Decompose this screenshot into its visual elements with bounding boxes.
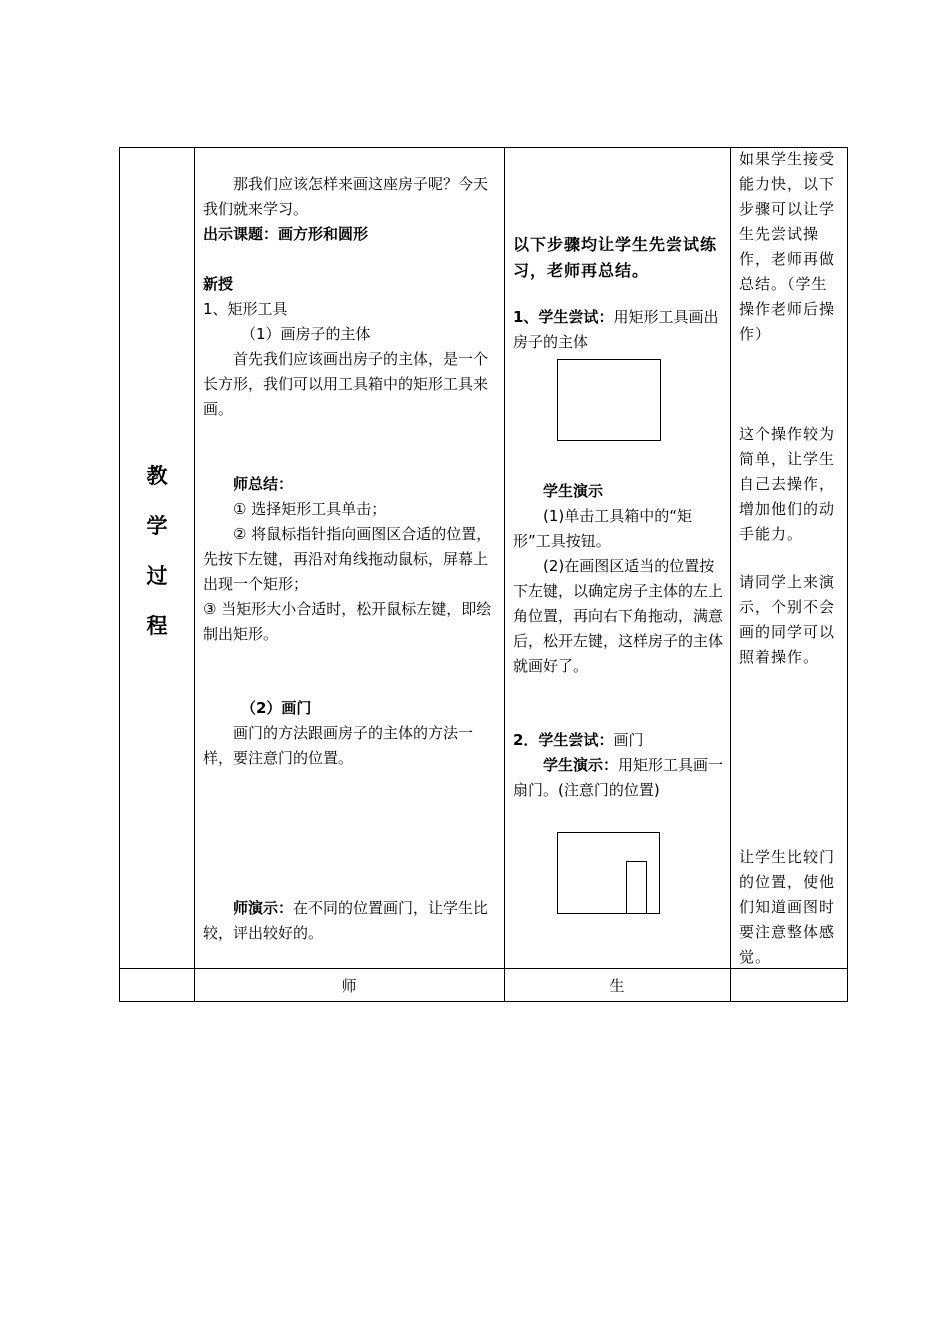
teacher-door-section — [203, 696, 497, 771]
sub-heading: （2）画门 — [241, 699, 312, 717]
table-border-right — [847, 147, 848, 1002]
demo-paragraph — [203, 896, 497, 946]
try-text: 用矩形工具画出房子的主体 — [513, 308, 719, 351]
house-with-door-rectangle — [557, 832, 660, 914]
summary-step: ③ 当矩形大小合适时，松开鼠标左键，即绘制出矩形。 — [203, 600, 492, 643]
body-paragraph: 画门的方法跟画房子的主体的方法一样，要注意门的位置。 — [203, 724, 474, 767]
topic-label: 出示课题： — [203, 225, 279, 243]
try-text: 画门 — [613, 731, 644, 749]
body-paragraph: 首先我们应该画出房子的主体，是一个长方形，我们可以用工具箱中的矩形工具来画。 — [203, 350, 489, 418]
note: 如果学生接受能力快，以下步骤可以让学生先尝试操作，老师再做总结。（学生操作老师后操作） — [739, 150, 836, 343]
try-label: 2．学生尝试： — [513, 731, 614, 749]
demo-text: 在不同的位置画门，让学生比较，评出较好的。 — [203, 899, 489, 942]
table-col-divider-1 — [194, 147, 195, 1002]
student-try-1 — [513, 305, 725, 355]
note: 请同学上来演示，个别不会画的同学可以照着操作。 — [739, 573, 836, 666]
teacher-demo — [203, 896, 497, 946]
student-heading: 以下步骤均让学生先尝试练习，老师再总结。 — [513, 235, 718, 280]
note: 这个操作较为简单，让学生自己去操作，增加他们的动手能力。 — [739, 425, 836, 543]
footer-teacher-label: 师 — [341, 977, 357, 995]
sub-heading: （1）画房子的主体 — [241, 325, 371, 343]
note: 让学生比较门的位置，使他们知道画图时要注意整体感觉。 — [739, 848, 836, 966]
teacher-summary — [203, 472, 497, 647]
topic-line — [203, 222, 497, 247]
new-lesson-heading: 新授 — [203, 275, 234, 293]
row-header-char: 程 — [146, 614, 168, 638]
row-header-char: 教 — [146, 464, 168, 488]
student-try-2 — [513, 728, 725, 803]
row-header-char: 过 — [146, 564, 168, 588]
table-col-divider-2 — [504, 147, 505, 1002]
footer-student-label: 生 — [609, 977, 625, 995]
house-body-rectangle — [557, 359, 661, 441]
table-border-bottom — [119, 1001, 848, 1002]
demo-text: 用矩形工具画一扇门。(注意门的位置) — [513, 756, 724, 799]
summary-step: ① 选择矩形工具单击； — [233, 500, 387, 518]
item-heading: 1、矩形工具 — [203, 300, 288, 318]
student-demo-1 — [513, 479, 725, 679]
topic-value: 画方形和圆形 — [278, 225, 369, 243]
teacher-column — [203, 172, 497, 422]
door-rectangle — [626, 861, 647, 914]
demo-step: (2)在画图区适当的位置按下左键，以确定房子主体的左上角位置，再向右下角拖动，满意后，松开左键，这样房子的主体就画好了。 — [513, 557, 724, 675]
intro-paragraph: 那我们应该怎样来画这座房子呢？今天我们就来学习。 — [203, 175, 489, 218]
row-header-char: 学 — [146, 514, 168, 538]
table-col-divider-3 — [730, 147, 731, 1002]
demo-label: 师演示： — [233, 899, 294, 917]
summary-label: 师总结： — [233, 475, 294, 493]
summary-step: ② 将鼠标指针指向画图区合适的位置，先按下左键，再沿对角线拖动鼠标，屏幕上出现一个矩形； — [203, 525, 492, 593]
demo-label: 学生演示： — [543, 756, 619, 774]
demo-label: 学生演示 — [543, 482, 604, 500]
demo-step: (1)单击工具箱中的“矩形”工具按钮。 — [513, 507, 693, 550]
try-label: 1、学生尝试： — [513, 308, 614, 326]
